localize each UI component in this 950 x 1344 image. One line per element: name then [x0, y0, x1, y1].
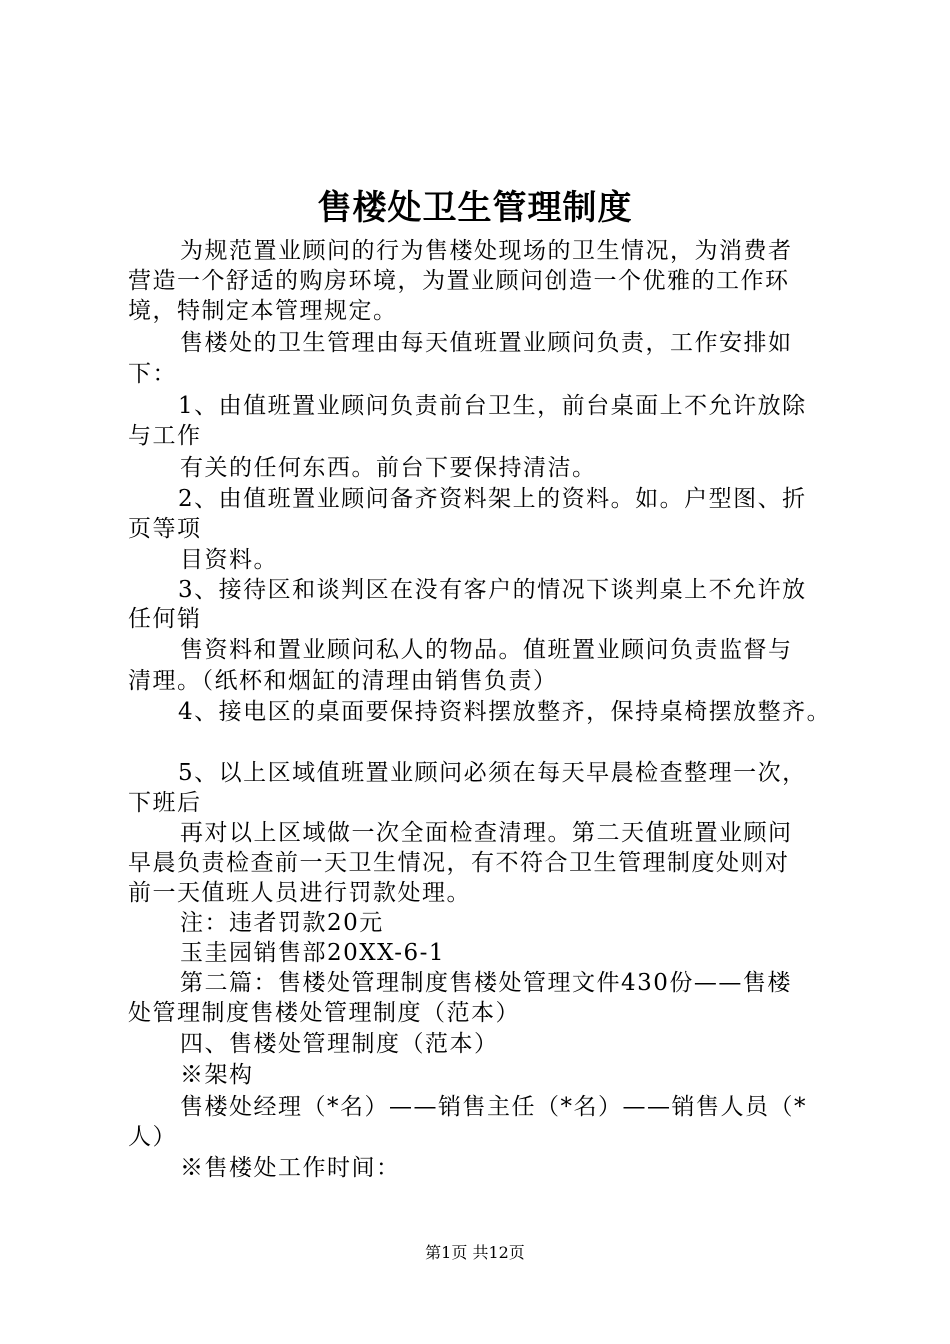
- body-line: 早晨负责检查前一天卫生情况，有不符合卫生管理制度处则对: [128, 850, 790, 876]
- body-line: 境，特制定本管理规定。: [128, 298, 398, 324]
- body-line: 5、以上区域值班置业顾问必须在每天早晨检查整理一次，: [178, 760, 807, 786]
- body-line: 再对以上区域做一次全面检查清理。第二天值班置业顾问: [180, 820, 793, 846]
- body-line: ※架构: [180, 1062, 254, 1088]
- body-line: 2、由值班置业顾问备齐资料架上的资料。如。户型图、折: [178, 486, 807, 512]
- body-line: 清理。（纸杯和烟缸的清理由销售负责）: [128, 668, 558, 694]
- body-line: 任何销: [128, 606, 202, 632]
- body-line: 注：违者罚款20元: [180, 910, 384, 936]
- body-line: 4、接电区的桌面要保持资料摆放整齐，保持桌椅摆放整齐。: [178, 699, 832, 725]
- body-line: 与工作: [128, 423, 202, 449]
- body-line: ※售楼处工作时间：: [180, 1155, 401, 1181]
- body-line: 前一天值班人员进行罚款处理。: [128, 880, 471, 906]
- body-line: 页等项: [128, 516, 202, 542]
- body-line: 四、售楼处管理制度（范本）: [180, 1031, 499, 1057]
- body-line: 有关的任何东西。前台下要保持清洁。: [180, 455, 597, 481]
- body-line: 第二篇：售楼处管理制度售楼处管理文件430份——售楼: [180, 970, 792, 996]
- body-line: 售楼处经理（*名）——销售主任（*名）——销售人员（*: [180, 1094, 807, 1120]
- document-title: 售楼处卫生管理制度: [317, 188, 633, 228]
- body-line: 下班后: [128, 790, 202, 816]
- body-line: 1、由值班置业顾问负责前台卫生，前台桌面上不允许放除: [178, 393, 807, 419]
- body-line: 营造一个舒适的购房环境，为置业顾问创造一个优雅的工作环: [128, 268, 790, 294]
- body-line: 为规范置业顾问的行为售楼处现场的卫生情况，为消费者: [180, 238, 793, 264]
- body-line: 售楼处的卫生管理由每天值班置业顾问负责，工作安排如: [180, 330, 793, 356]
- page-number-footer: 第1页 共12页: [425, 1243, 525, 1262]
- body-line: 目资料。: [180, 547, 278, 573]
- body-line: 人）: [128, 1124, 177, 1150]
- body-line: 下：: [128, 361, 177, 387]
- body-line: 玉圭园销售部20XX-6-1: [180, 940, 446, 966]
- body-line: 3、接待区和谈判区在没有客户的情况下谈判桌上不允许放: [178, 577, 807, 603]
- body-line: 售资料和置业顾问私人的物品。值班置业顾问负责监督与: [180, 637, 793, 663]
- body-line: 处管理制度售楼处管理制度（范本）: [128, 1000, 520, 1026]
